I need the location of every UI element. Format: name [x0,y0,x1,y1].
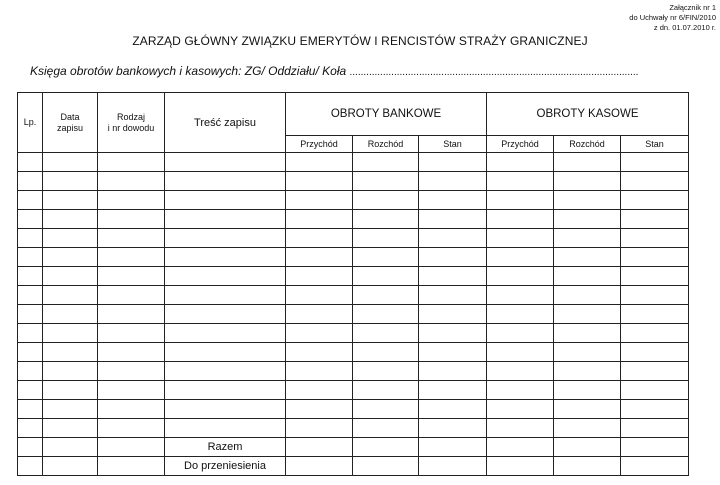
header-date-line-1: Data [60,111,80,122]
table-row [18,153,689,172]
ledger-cell[interactable] [286,248,353,267]
ledger-cell[interactable] [98,172,165,191]
summary-cell[interactable] [419,457,487,476]
ledger-cell[interactable] [43,172,98,191]
ledger-cell[interactable] [621,229,689,248]
ledger-cell[interactable] [286,172,353,191]
ledger-cell[interactable] [554,324,621,343]
summary-cell [43,438,98,457]
header-date-line-2: zapisu [56,122,83,133]
table-row [18,305,689,324]
ledger-cell[interactable] [18,324,43,343]
summary-cell[interactable] [353,438,419,457]
annex-line-1: Załącznik nr 1 [669,3,716,12]
header-date [43,93,98,153]
ledger-cell[interactable] [18,419,43,438]
ledger-cell[interactable] [18,191,43,210]
ledger-cell[interactable] [43,191,98,210]
ledger-cell[interactable] [487,400,554,419]
ledger-cell[interactable] [554,267,621,286]
ledger-cell[interactable] [43,267,98,286]
header-lp: Lp. [18,93,43,153]
ledger-cell[interactable] [419,400,487,419]
ledger-cell[interactable] [286,419,353,438]
summary-cell [98,438,165,457]
ledger-cell[interactable] [487,381,554,400]
subheader-bank-balance: Stan [419,136,487,153]
ledger-cell[interactable] [353,172,419,191]
ledger-cell[interactable] [419,153,487,172]
ledger-cell[interactable] [353,400,419,419]
ledger-cell[interactable] [487,210,554,229]
ledger-cell[interactable] [419,248,487,267]
ledger-cell[interactable] [353,362,419,381]
ledger-cell[interactable] [286,400,353,419]
ledger-cell[interactable] [621,305,689,324]
ledger-cell[interactable] [554,229,621,248]
ledger-cell[interactable] [286,324,353,343]
ledger-cell[interactable] [18,153,43,172]
ledger-cell[interactable] [554,172,621,191]
ledger-cell[interactable] [43,419,98,438]
ledger-table [17,92,689,476]
ledger-cell[interactable] [286,267,353,286]
summary-cell[interactable] [554,457,621,476]
ledger-cell[interactable] [165,153,286,172]
table-row [18,286,689,305]
ledger-subtitle-fill-line: ........................................................................................................ [349,67,639,78]
ledger-cell[interactable] [98,381,165,400]
ledger-cell[interactable] [621,400,689,419]
subheader-cash-balance: Stan [621,136,689,153]
ledger-cell[interactable] [419,381,487,400]
ledger-cell[interactable] [621,286,689,305]
ledger-cell[interactable] [487,191,554,210]
subheader-bank-expense: Rozchód [353,136,419,153]
ledger-cell[interactable] [165,191,286,210]
ledger-cell[interactable] [98,286,165,305]
ledger-cell[interactable] [18,400,43,419]
summary-cell[interactable] [621,438,689,457]
ledger-cell[interactable] [621,267,689,286]
ledger-cell[interactable] [487,248,554,267]
table-row [18,172,689,191]
header-type-line-1: Rodzaj [116,111,145,122]
ledger-cell[interactable] [98,362,165,381]
ledger-cell[interactable] [18,381,43,400]
ledger-cell[interactable] [18,172,43,191]
summary-cell[interactable] [353,457,419,476]
annex-line-2: do Uchwały nr 6/FIN/2010 [629,13,716,22]
ledger-cell[interactable] [487,305,554,324]
ledger-cell[interactable] [286,305,353,324]
ledger-cell[interactable] [621,381,689,400]
ledger-cell[interactable] [43,286,98,305]
ledger-cell[interactable] [353,153,419,172]
ledger-cell[interactable] [286,191,353,210]
ledger-cell[interactable] [165,210,286,229]
ledger-cell[interactable] [621,343,689,362]
ledger-cell[interactable] [419,286,487,305]
ledger-cell[interactable] [18,305,43,324]
ledger-cell[interactable] [419,362,487,381]
ledger-cell[interactable] [98,153,165,172]
ledger-cell[interactable] [621,153,689,172]
summary-cell[interactable] [286,457,353,476]
ledger-cell[interactable] [487,343,554,362]
ledger-cell[interactable] [165,381,286,400]
ledger-cell[interactable] [165,248,286,267]
ledger-cell[interactable] [43,343,98,362]
ledger-cell[interactable] [353,267,419,286]
ledger-cell[interactable] [98,400,165,419]
ledger-cell[interactable] [165,343,286,362]
ledger-body [18,153,689,438]
document-title: ZARZĄD GŁÓWNY ZWIĄZKU EMERYTÓW I RENCISTÓW STRAŻY GRANICZNEJ [132,34,588,48]
annex-line-3: z dn. 01.07.2010 r. [653,23,716,32]
ledger-cell[interactable] [419,267,487,286]
ledger-cell[interactable] [621,172,689,191]
table-row [18,210,689,229]
ledger-cell[interactable] [419,210,487,229]
ledger-cell[interactable] [554,305,621,324]
ledger-cell[interactable] [353,210,419,229]
ledger-cell[interactable] [554,343,621,362]
table-row [18,362,689,381]
ledger-cell[interactable] [419,191,487,210]
ledger-cell[interactable] [419,324,487,343]
summary-cell [18,457,43,476]
ledger-cell[interactable] [554,248,621,267]
ledger-cell[interactable] [98,324,165,343]
ledger-cell[interactable] [165,172,286,191]
ledger-cell[interactable] [286,343,353,362]
ledger-cell[interactable] [353,305,419,324]
header-cash-turnover: OBROTY KASOWE [487,93,689,136]
ledger-cell[interactable] [43,381,98,400]
ledger-cell[interactable] [165,362,286,381]
table-row [18,419,689,438]
ledger-cell[interactable] [43,362,98,381]
ledger-cell[interactable] [18,286,43,305]
ledger-cell[interactable] [353,191,419,210]
ledger-cell[interactable] [621,210,689,229]
ledger-cell[interactable] [43,248,98,267]
ledger-cell[interactable] [18,343,43,362]
table-row [18,267,689,286]
ledger-cell[interactable] [554,191,621,210]
header-document-type [98,93,165,153]
ledger-cell[interactable] [43,400,98,419]
ledger-cell[interactable] [353,324,419,343]
table-row [18,324,689,343]
ledger-cell[interactable] [353,248,419,267]
summary-cell[interactable] [487,438,554,457]
summary-cell[interactable] [621,457,689,476]
subheader-cash-expense: Rozchód [554,136,621,153]
ledger-cell[interactable] [487,267,554,286]
ledger-cell[interactable] [419,172,487,191]
ledger-cell[interactable] [43,229,98,248]
ledger-cell[interactable] [621,362,689,381]
ledger-cell[interactable] [18,229,43,248]
ledger-cell[interactable] [353,286,419,305]
ledger-cell[interactable] [165,229,286,248]
ledger-cell[interactable] [98,419,165,438]
ledger-cell[interactable] [419,419,487,438]
subheader-bank-income: Przychód [286,136,353,153]
header-type-line-2: i nr dowodu [107,122,155,133]
summary-cell [43,457,98,476]
summary-cell[interactable] [554,438,621,457]
ledger-cell[interactable] [487,324,554,343]
ledger-cell[interactable] [554,362,621,381]
summary-cell [18,438,43,457]
ledger-cell[interactable] [98,191,165,210]
ledger-cell[interactable] [286,229,353,248]
ledger-cell[interactable] [554,153,621,172]
ledger-cell[interactable] [18,248,43,267]
ledger-cell[interactable] [165,400,286,419]
summary-row-carry [18,457,689,476]
ledger-cell[interactable] [419,305,487,324]
ledger-cell[interactable] [554,210,621,229]
ledger-cell[interactable] [554,381,621,400]
summary-label-carry: Do przeniesienia [165,457,286,476]
ledger-cell[interactable] [621,191,689,210]
summary-cell[interactable] [419,438,487,457]
ledger-cell[interactable] [487,419,554,438]
ledger-cell[interactable] [621,324,689,343]
ledger-cell[interactable] [419,229,487,248]
ledger-cell[interactable] [621,248,689,267]
ledger-cell[interactable] [43,305,98,324]
ledger-cell[interactable] [18,362,43,381]
ledger-cell[interactable] [353,229,419,248]
ledger-cell[interactable] [43,210,98,229]
ledger-cell[interactable] [554,286,621,305]
annex-note [629,3,716,33]
ledger-cell[interactable] [165,267,286,286]
table-row [18,191,689,210]
ledger-cell[interactable] [286,286,353,305]
ledger-cell[interactable] [286,210,353,229]
summary-label-total: Razem [165,438,286,457]
ledger-cell[interactable] [165,419,286,438]
table-row [18,343,689,362]
ledger-cell[interactable] [165,286,286,305]
ledger-cell[interactable] [487,172,554,191]
ledger-cell[interactable] [487,362,554,381]
ledger-cell[interactable] [353,381,419,400]
ledger-cell[interactable] [487,229,554,248]
ledger-cell[interactable] [98,305,165,324]
header-bank-turnover: OBROTY BANKOWE [286,93,487,136]
ledger-cell[interactable] [98,210,165,229]
ledger-cell[interactable] [43,324,98,343]
table-row [18,400,689,419]
summary-row-total [18,438,689,457]
ledger-cell[interactable] [165,305,286,324]
ledger-subtitle [30,64,638,78]
ledger-cell[interactable] [165,324,286,343]
ledger-cell[interactable] [98,267,165,286]
ledger-cell[interactable] [554,419,621,438]
ledger-cell[interactable] [98,343,165,362]
ledger-cell[interactable] [18,267,43,286]
ledger-cell[interactable] [286,362,353,381]
summary-cell[interactable] [286,438,353,457]
ledger-cell[interactable] [98,248,165,267]
header-entry-content: Treść zapisu [165,93,286,153]
table-row [18,229,689,248]
ledger-cell[interactable] [353,419,419,438]
ledger-cell[interactable] [286,381,353,400]
ledger-cell[interactable] [43,153,98,172]
table-header-row [18,93,689,136]
ledger-cell[interactable] [621,419,689,438]
ledger-cell[interactable] [18,210,43,229]
ledger-cell[interactable] [286,153,353,172]
summary-cell [98,457,165,476]
ledger-subtitle-text: Księga obrotów bankowych i kasowych: ZG/ Oddziału/ Koła [30,64,347,78]
ledger-cell[interactable] [487,286,554,305]
ledger-cell[interactable] [98,229,165,248]
subheader-cash-income: Przychód [487,136,554,153]
ledger-cell[interactable] [419,343,487,362]
table-row [18,381,689,400]
ledger-cell[interactable] [487,153,554,172]
summary-cell[interactable] [487,457,554,476]
ledger-cell[interactable] [554,400,621,419]
table-row [18,248,689,267]
ledger-cell[interactable] [353,343,419,362]
